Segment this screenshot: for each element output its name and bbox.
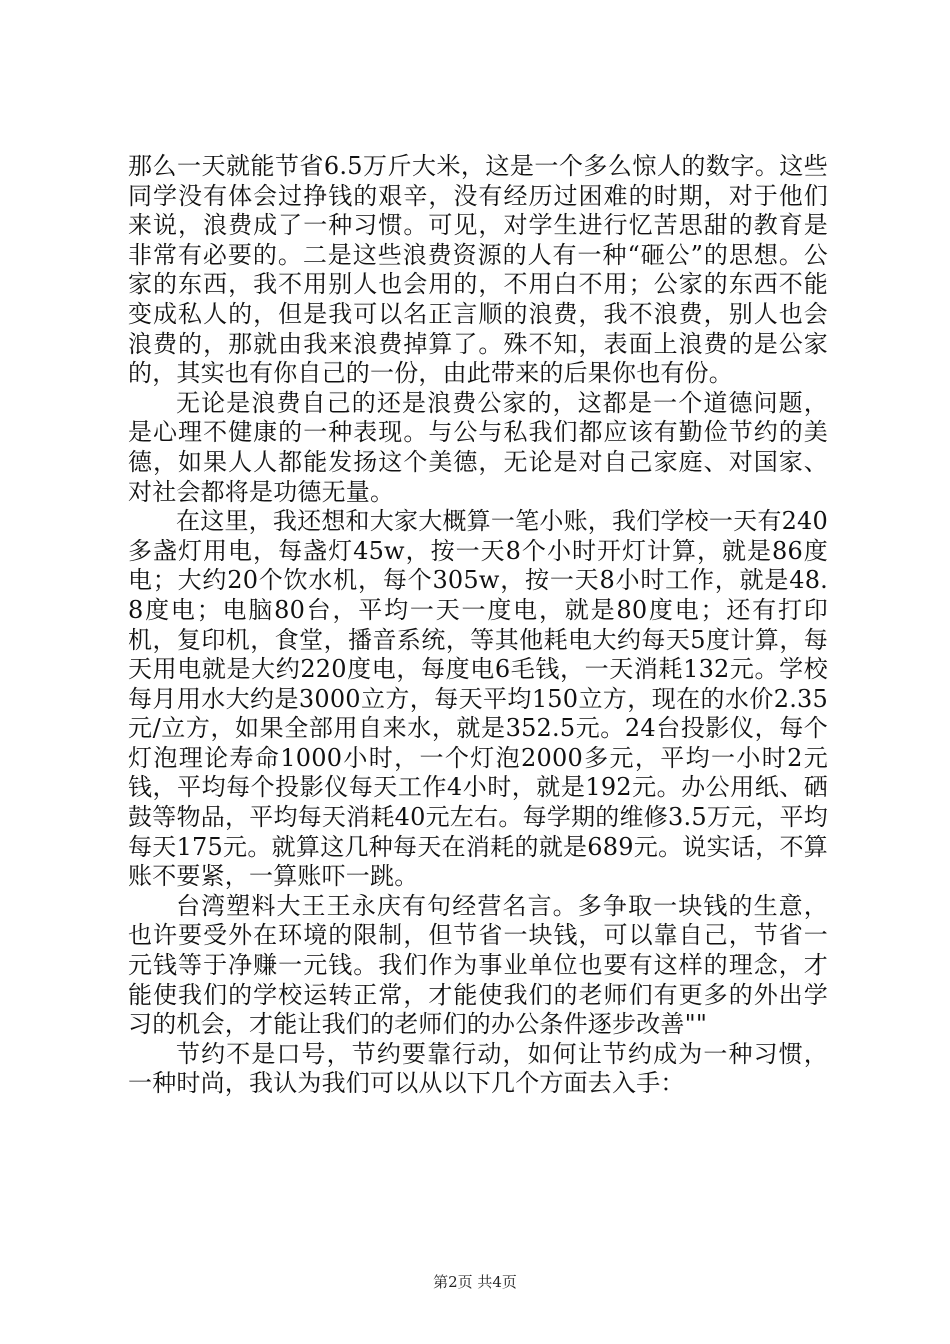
paragraph-1: 那么一天就能节省6.5万斤大米，这是一个多么惊人的数字。这些同学没有体会过挣钱的艰辛，没有经历过困难的时期，对于他们来说，浪费成了一种习惯。可见，对学生进行忆苦思甜的教育是非常有必要的。二是这些浪费资源的人有一种“砸公”的思想。公家的东西，我不用别人也会用的，不用白不用；公家的东西不能变成私人的，但是我可以名正言顺的浪费，我不浪费，别人也会浪费的，那就由我来浪费掉算了。殊不知，表面上浪费的是公家的，其实也有你自己的一份，由此带来的后果你也有份。 <box>128 152 828 388</box>
paragraph-5: 节约不是口号，节约要靠行动，如何让节约成为一种习惯，一种时尚，我认为我们可以从以下几个方面去入手： <box>128 1039 828 1098</box>
paragraph-4: 台湾塑料大王王永庆有句经营名言。多争取一块钱的生意，也许要受外在环境的限制，但节省一块钱，可以靠自己，节省一元钱等于净赚一元钱。我们作为事业单位也要有这样的理念，才能使我们的学校运转正常，才能使我们的老师们有更多的外出学习的机会，才能让我们的老师们的办公条件逐步改善"" <box>128 891 828 1039</box>
page-footer <box>0 1272 950 1292</box>
page-number: 第2页 共4页 <box>433 1273 517 1291</box>
document-body <box>128 152 828 1099</box>
paragraph-3: 在这里，我还想和大家大概算一笔小账，我们学校一天有240多盏灯用电，每盏灯45w，按一天8个小时开灯计算，就是86度电；大约20个饮水机，每个305w，按一天8小时工作，就是48.8度电；电脑80台，平均一天一度电，就是80度电；还有打印机，复印机，食堂，播音系统，等其他耗电大约每天5度计算，每天用电就是大约220度电，每度电6毛钱，一天消耗132元。学校每月用水大约是3000立方，每天平均150立方，现在的水价2.35元/立方，如果全部用自来水，就是352.5元。24台投影仪，每个灯泡理论寿命1000小时，一个灯泡2000多元，平均一小时2元钱，平均每个投影仪每天工作4小时，就是192元。办公用纸、硒鼓等物品，平均每天消耗40元左右。每学期的维修3.5万元，平均每天175元。就算这几种每天在消耗的就是689元。说实话，不算账不要紧，一算账吓一跳。 <box>128 507 828 891</box>
paragraph-2: 无论是浪费自己的还是浪费公家的，这都是一个道德问题，是心理不健康的一种表现。与公与私我们都应该有勤俭节约的美德，如果人人都能发扬这个美德，无论是对自己家庭、对国家、对社会都将是功德无量。 <box>128 388 828 506</box>
